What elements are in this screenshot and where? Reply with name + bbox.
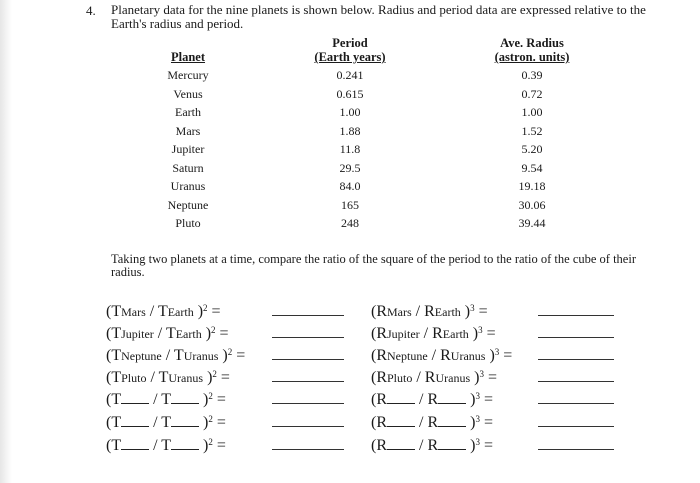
radius-value-cell: 5.20 [521,142,543,156]
period-answer-line[interactable] [272,337,344,338]
planet-blank[interactable] [171,392,199,404]
radius-value-cell: 0.39 [521,68,543,82]
planet-blank[interactable] [121,438,149,450]
period-answer-line[interactable] [272,359,344,360]
period-value-cell: 165 [341,197,359,212]
radius-answer-line[interactable] [538,403,614,404]
planet-name-cell: Mars [175,123,201,138]
planet-blank[interactable] [438,392,466,404]
radius-answer-line[interactable] [538,381,614,382]
planet-subscript: Jupiter [387,327,420,341]
radius-answer-line[interactable] [538,359,614,360]
page-edge-shadow [0,0,12,483]
planet-subscript: Earth [167,305,194,319]
planet-blank[interactable] [387,392,415,404]
planet-blank[interactable] [387,438,415,450]
period-answer-line[interactable] [272,426,344,427]
radius-value-cell: 1.00 [521,105,543,119]
period-ratio-expression: (T / T )$^2$ = [106,414,226,431]
planet-header: Planet [170,50,206,64]
radius-value-cell: 9.54 [521,160,543,175]
radius-column [482,36,582,233]
radius-answer-line[interactable] [538,337,614,338]
period-answer-line[interactable] [272,315,344,316]
period-answer-line[interactable] [272,449,344,450]
radius-answer-line[interactable] [538,426,614,427]
planet-subscript: Uranus [183,349,219,363]
radius-value-cell: 30.06 [518,197,546,212]
radius-value-cell: 19.18 [518,179,546,193]
question-text: Planetary data for the nine planets is shown below. Radius and period data are expressed relative to the Earth's radius and period. [111,2,646,31]
period-value-cell: 84.0 [339,179,361,193]
period-ratio-expression: (T / T )$^2$ = [106,391,226,408]
planet-subscript: Neptune [387,349,428,363]
radius-ratio-expression: (RNeptune / RUranus )$^3$ = [371,347,513,364]
planet-subscript: Mars [121,305,146,319]
planet-blank[interactable] [121,392,149,404]
period-ratio-expression: (TMars / TEarth )$^2$ = [106,303,221,320]
radius-ratio-expression: (RMars / REarth )$^3$ = [371,303,488,320]
radius-value-cell: 39.44 [518,216,546,230]
radius-ratio-expression: (RPluto / RUranus )$^3$ = [371,369,497,386]
period-answer-line[interactable] [272,381,344,382]
planet-column [148,50,228,233]
planet-subscript: Earth [434,305,461,319]
radius-ratio-expression: (R / R )$^3$ = [371,437,493,454]
planet-blank[interactable] [438,415,466,427]
radius-answer-line[interactable] [538,315,614,316]
period-header: Period (Earth years) [314,36,386,64]
radius-value-cell: 1.52 [521,123,543,138]
planet-name-cell: Jupiter [171,142,205,156]
planet-subscript: Pluto [387,371,413,385]
period-value-cell: 248 [341,216,359,230]
question-number: 4. [86,3,96,18]
period-value-cell: 1.00 [339,105,361,119]
planet-blank[interactable] [171,438,199,450]
planet-name-cell: Earth [175,105,201,119]
radius-value-cell: 0.72 [521,86,543,101]
planet-name-cell: Saturn [172,160,204,175]
planet-name-cell: Pluto [175,216,201,230]
period-ratio-expression: (TJupiter / TEarth )$^2$ = [106,325,229,342]
planet-blank[interactable] [121,415,149,427]
radius-ratio-expression: (RJupiter / REarth )$^3$ = [371,325,496,342]
period-value-cell: 1.88 [339,123,361,138]
radius-ratio-expression: (R / R )$^3$ = [371,414,493,431]
planet-name-cell: Neptune [167,197,209,212]
planet-subscript: Earth [175,327,202,341]
period-ratio-expression: (TPluto / TUranus )$^2$ = [106,369,230,386]
radius-header: Ave. Radius (astron. units) [494,36,570,64]
radius-answer-line[interactable] [538,449,614,450]
planet-blank[interactable] [438,438,466,450]
period-value-cell: 0.241 [336,68,364,82]
period-value-cell: 29.5 [339,160,361,175]
planet-name-cell: Venus [173,86,203,101]
planet-subscript: Uranus [168,371,204,385]
planet-subscript: Uranus [450,349,486,363]
planet-subscript: Jupiter [121,327,154,341]
period-answer-line[interactable] [272,403,344,404]
period-column [310,36,390,233]
instructions: Taking two planets at a time, compare the ratio of the square of the period to the ratio of the cube of their radius. [111,252,636,279]
planet-blank[interactable] [171,415,199,427]
planet-blank[interactable] [387,415,415,427]
period-ratio-expression: (TNeptune / TUranus )$^2$ = [106,347,246,364]
planet-subscript: Pluto [121,371,147,385]
period-value-cell: 0.615 [336,86,364,101]
planet-subscript: Neptune [121,349,162,363]
planet-name-cell: Mercury [167,68,209,82]
planet-subscript: Uranus [435,371,471,385]
planet-name-cell: Uranus [170,179,206,193]
period-ratio-expression: (T / T )$^2$ = [106,437,226,454]
planet-subscript: Mars [387,305,412,319]
planet-subscript: Earth [442,327,469,341]
radius-ratio-expression: (R / R )$^3$ = [371,391,493,408]
period-value-cell: 11.8 [339,142,361,156]
